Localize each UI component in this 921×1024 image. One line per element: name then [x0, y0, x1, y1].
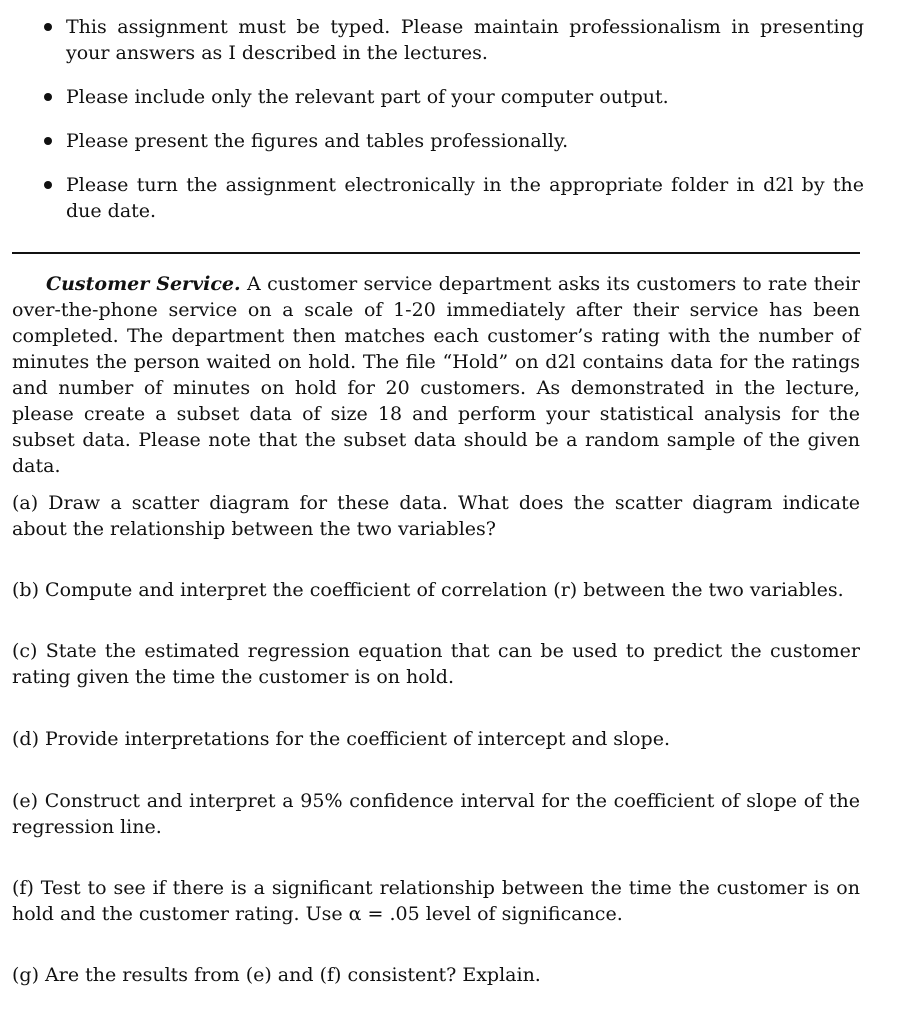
question-e: (e) Construct and interpret a 95% confidence interval for the coefficient of slope of the regression line. [12, 790, 860, 838]
instruction-text: Please turn the assignment electronically in the appropriate folder in d2l by the due date. [66, 174, 864, 222]
bullet-icon [44, 93, 52, 101]
question-d: (d) Provide interpretations for the coefficient of intercept and slope. [12, 728, 671, 750]
instructions-list [44, 14, 864, 242]
instruction-item [44, 14, 864, 66]
question-c: (c) State the estimated regression equation that can be used to predict the customer rating given the time the customer is on hold. [12, 640, 860, 688]
instruction-text: Please present the figures and tables professionally. [66, 130, 569, 152]
instruction-item [44, 84, 864, 110]
bullet-icon [44, 137, 52, 145]
instruction-text: This assignment must be typed. Please maintain professionalism in presenting your answers as I described in the lectures. [66, 16, 864, 64]
instruction-item [44, 172, 864, 224]
problem-text: A customer service department asks its customers to rate their over-the-phone service on a scale of 1-20 immediately after their service has been completed. The department then matches each customer’s rating with the number of minutes the person waited on hold. The file “Hold” on d2l contains data for the ratings and number of minutes on hold for 20 customers. As demonstrated in the lecture, please create a subset data of size 18 and perform your statistical analysis for the subset data. Please note that the subset data should be a random sample of the given data. [12, 273, 861, 477]
bullet-icon [44, 23, 52, 31]
question-b: (b) Compute and interpret the coefficient of correlation (r) between the two variables. [12, 579, 844, 601]
instruction-item [44, 128, 864, 154]
question-g: (g) Are the results from (e) and (f) consistent? Explain. [12, 964, 541, 986]
section-divider [12, 252, 860, 254]
instruction-text: Please include only the relevant part of your computer output. [66, 86, 669, 108]
problem-statement [12, 271, 860, 479]
question-a: (a) Draw a scatter diagram for these data. What does the scatter diagram indicate about the relationship between the two variables? [12, 492, 860, 540]
problem-heading: Customer Service. [46, 273, 241, 295]
question-f: (f) Test to see if there is a significant relationship between the time the customer is on hold and the customer rating. Use α = .05 level of significance. [12, 877, 860, 925]
bullet-icon [44, 181, 52, 189]
